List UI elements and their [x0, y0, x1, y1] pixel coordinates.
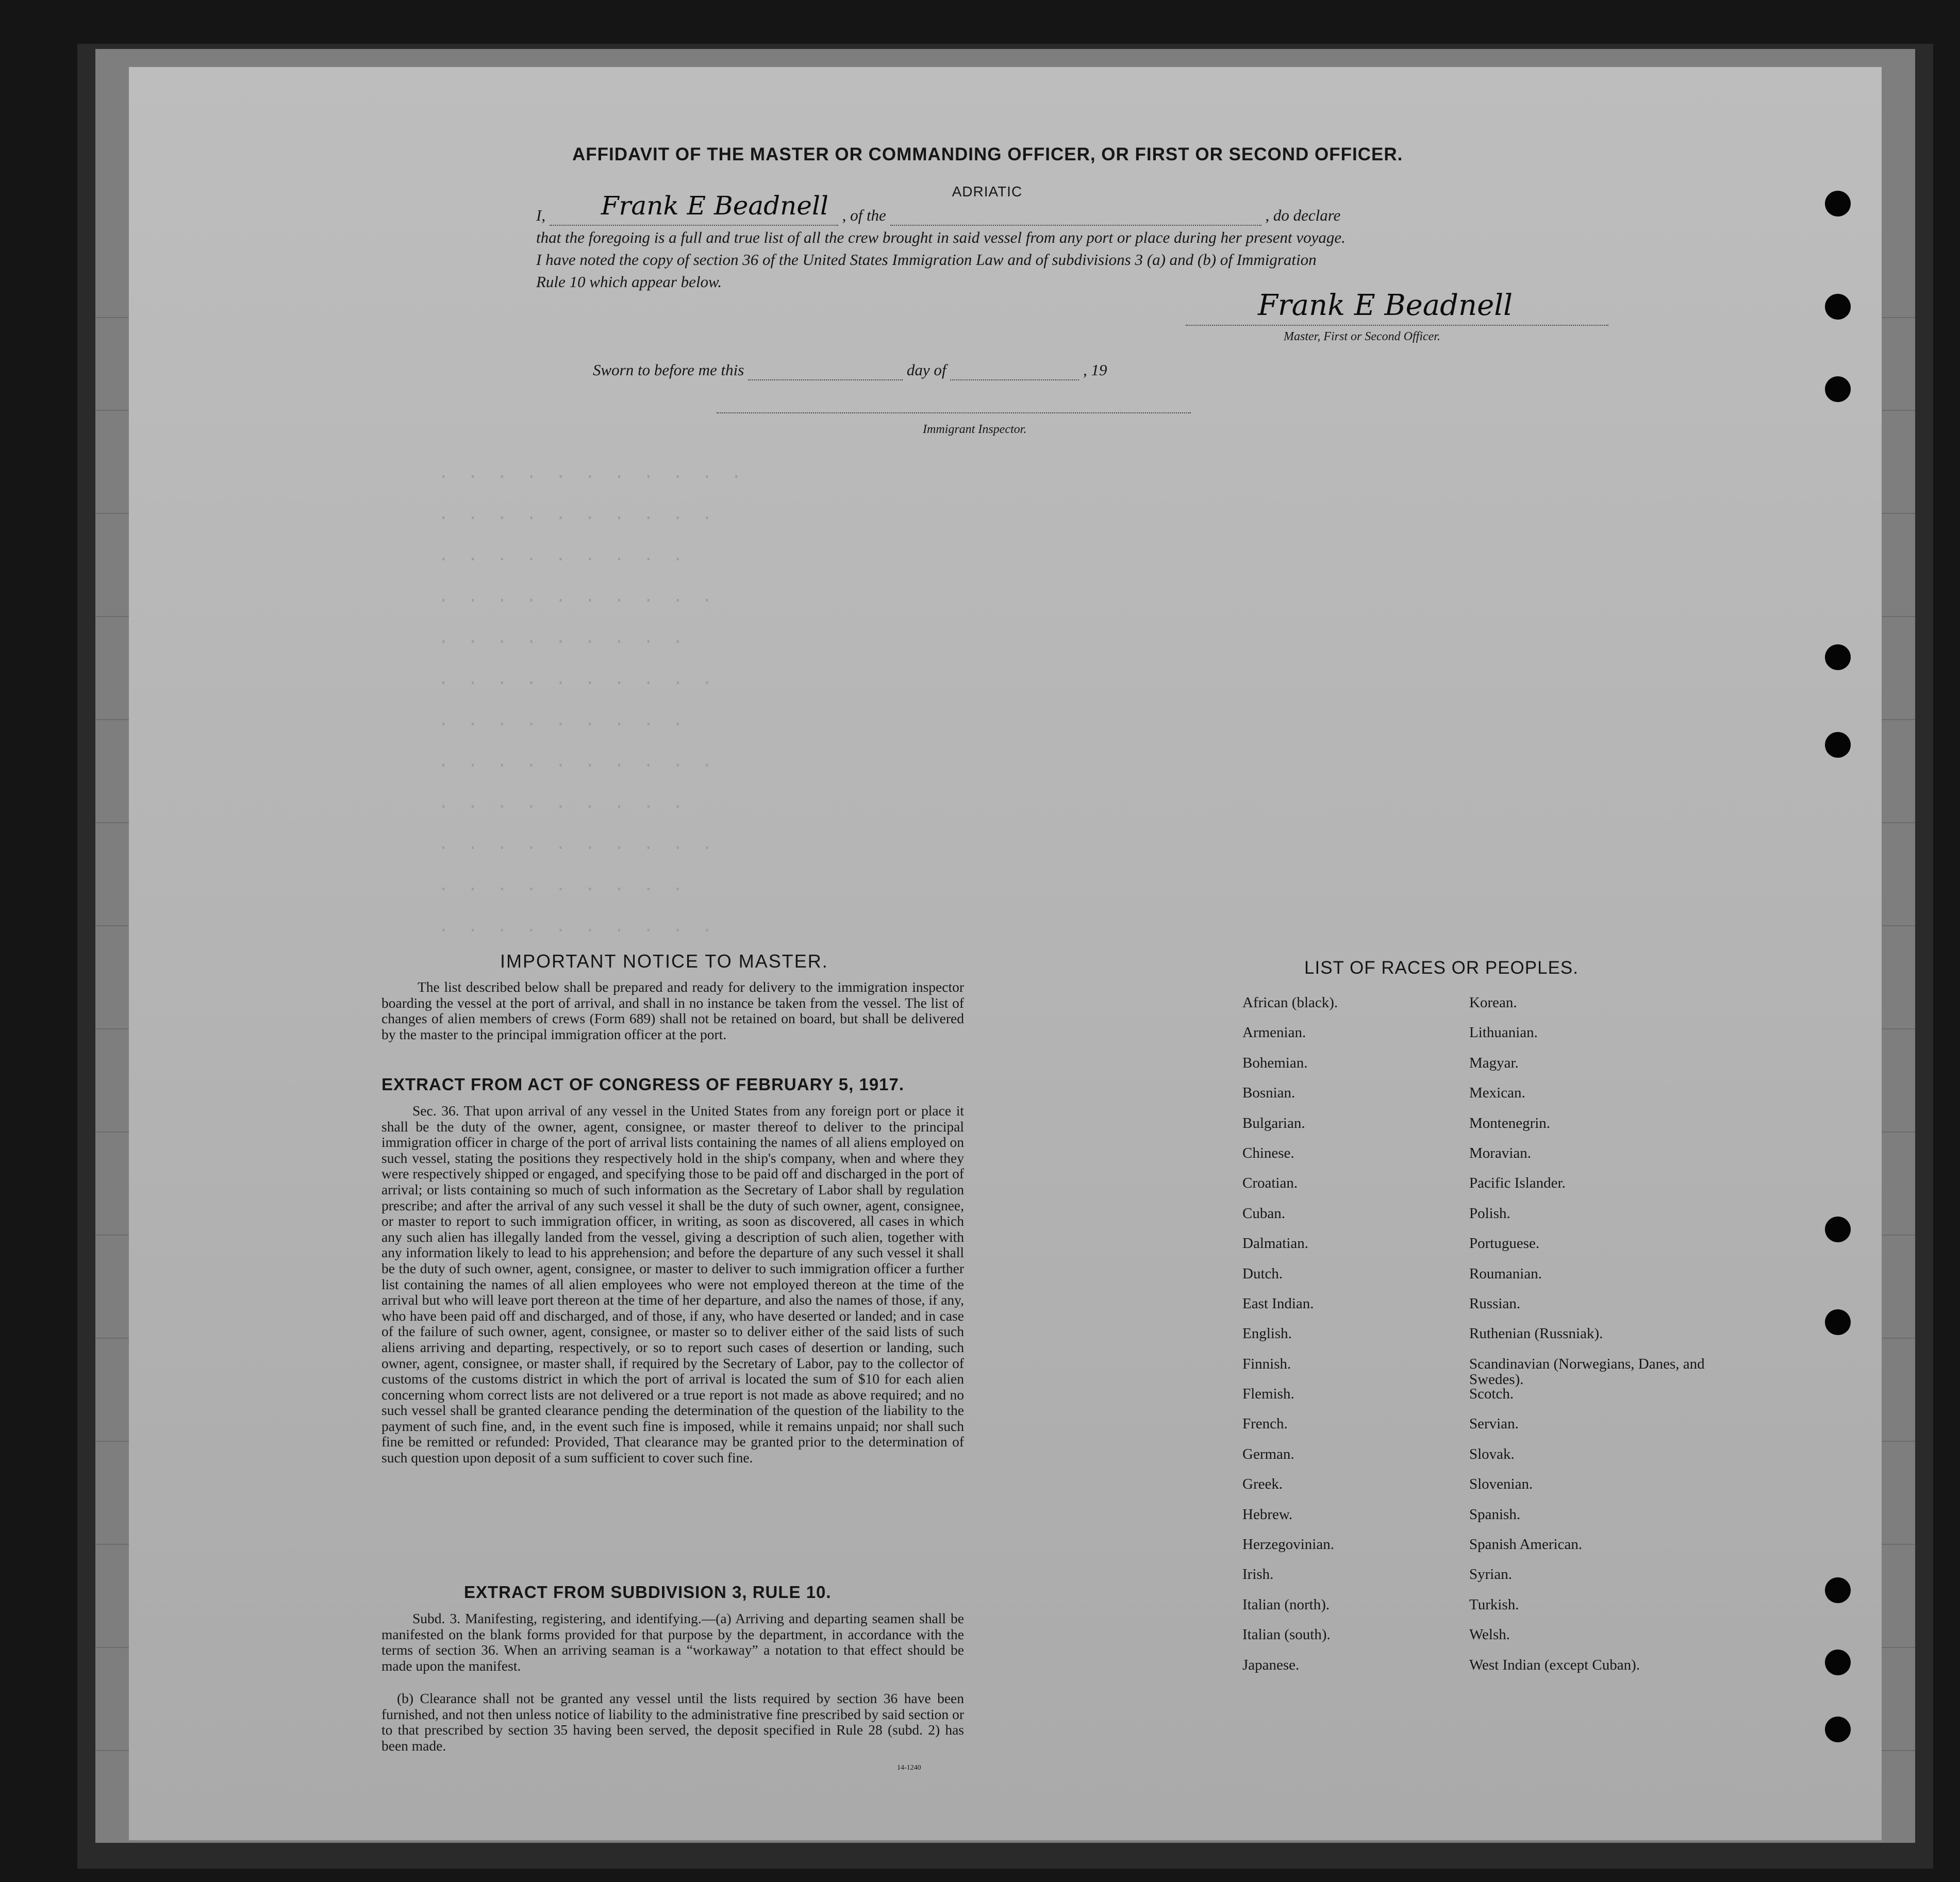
- punch-hole: [1825, 1717, 1851, 1742]
- race-item: Japanese.: [1242, 1656, 1300, 1673]
- signature-caption: Master, First or Second Officer.: [1284, 330, 1440, 343]
- race-item: Portuguese.: [1469, 1235, 1540, 1252]
- race-item: Armenian.: [1242, 1024, 1306, 1041]
- rule-extract-title: EXTRACT FROM SUBDIVISION 3, RULE 10.: [464, 1583, 832, 1602]
- race-item: Polish.: [1469, 1205, 1510, 1222]
- race-item: West Indian (except Cuban).: [1469, 1656, 1640, 1673]
- race-item: East Indian.: [1242, 1295, 1314, 1312]
- race-item: African (black).: [1242, 994, 1338, 1011]
- declaration-line-4: Rule 10 which appear below.: [536, 273, 722, 291]
- race-item: Bosnian.: [1242, 1085, 1295, 1102]
- race-item: Hebrew.: [1242, 1506, 1293, 1523]
- race-item: Korean.: [1469, 994, 1517, 1011]
- race-item: Mexican.: [1469, 1085, 1525, 1102]
- punch-hole: [1825, 644, 1851, 670]
- race-item: Moravian.: [1469, 1144, 1531, 1161]
- race-item: Scotch.: [1469, 1386, 1514, 1403]
- sworn-line: [593, 361, 1107, 380]
- punch-hole: [1825, 1309, 1851, 1335]
- of-the-label: , of the: [842, 206, 886, 224]
- sworn-label: Sworn to before me this: [593, 361, 744, 379]
- rule-extract-text-b: (b) Clearance shall not be granted any vessel until the lists required by section 36 have been furnished, and not then unless notice of liability to the administrative fine prescribed by said section or to that prescribed by section 35 having been served, the deposit specified in Rule 28 (subd. 2) has been made.: [381, 1690, 964, 1754]
- race-item: Dalmatian.: [1242, 1235, 1309, 1252]
- act-extract-title: EXTRACT FROM ACT OF CONGRESS OF FEBRUARY 5, 1917.: [381, 1075, 905, 1094]
- punch-hole: [1825, 1217, 1851, 1242]
- officer-name-field: [550, 191, 838, 226]
- notice-text: The list described below shall be prepared and ready for delivery to the immigration inspector boarding the vessel at the port of arrival, and shall in no instance be taken from the vessel. The list of changes of alien members of crews (Form 689) shall not be retained on board, but shall be delivered by the master to the principal immigration officer at the port.: [381, 979, 964, 1042]
- race-item: Russian.: [1469, 1295, 1521, 1312]
- officer-name-signature: Frank E Beadnell: [601, 191, 828, 221]
- i-label: I,: [536, 206, 546, 224]
- declaration-line-2: that the foregoing is a full and true list of all the crew brought in said vessel from any port or place during her present voyage.: [536, 228, 1346, 246]
- punch-hole: [1825, 1650, 1851, 1675]
- do-declare-label: , do declare: [1265, 206, 1341, 224]
- punch-hole: [1825, 191, 1851, 216]
- race-item: Ruthenian (Russniak).: [1469, 1325, 1603, 1342]
- race-item: French.: [1242, 1415, 1288, 1433]
- race-item: Flemish.: [1242, 1386, 1294, 1403]
- race-item: Magyar.: [1469, 1054, 1519, 1071]
- rule-extract-text-a: Subd. 3. Manifesting, registering, and identifying.—(a) Arriving and departing seamen shall be manifested on the blank forms provided for that purpose by the department, in accordance with the terms of section 36. When an arriving seaman is a “workaway” a notation to that effect should be made upon the manifest.: [381, 1610, 964, 1674]
- form-number: 14-1240: [897, 1764, 921, 1772]
- race-item: English.: [1242, 1325, 1292, 1342]
- race-item: Irish.: [1242, 1566, 1274, 1583]
- race-item: Dutch.: [1242, 1265, 1283, 1282]
- inspector-signature-line: [717, 412, 1191, 413]
- race-item: Bohemian.: [1242, 1054, 1308, 1071]
- declaration-line-1: [536, 184, 1341, 226]
- race-item: Servian.: [1469, 1415, 1519, 1433]
- race-item: Slovenian.: [1469, 1476, 1533, 1493]
- vessel-name: ADRIATIC: [952, 184, 1023, 199]
- race-item: Spanish.: [1469, 1506, 1521, 1523]
- punch-hole: [1825, 732, 1851, 758]
- punch-hole: [1825, 376, 1851, 402]
- year-label: , 19: [1083, 361, 1107, 379]
- races-column-1: [1242, 995, 1438, 1687]
- race-item: Herzegovinian.: [1242, 1536, 1334, 1553]
- punch-hole: [1825, 294, 1851, 320]
- race-item: Italian (south).: [1242, 1626, 1331, 1643]
- race-item: Montenegrin.: [1469, 1114, 1551, 1131]
- race-item: Bulgarian.: [1242, 1114, 1305, 1131]
- affidavit-page: . . . . . . . . . . . . . . . . . . . . . . . . . . . . . . . . . . . . . . . . . . . . . . . . . . . . . . . . . . . . . . . . . . . . . . . . . . . . . . . . . . . . . . . . . . . . . . . . . . . . . . . . . . . . . . . . . . . . AFFIDAVIT OF THE MASTER OR COMMANDING OFFICER, OR FIRST OR SECOND OFFICER. I, Frank E Beadnell , of the ADRIATIC , do declare that the foregoing is a full and true list of all the crew brought in said vessel from any port or place during her present voyage. I have noted the copy of section 36 of the United States Immigration Law and of subdivisions 3 (a) and (b) of Immigration Rule 10 which appear below. Frank E Beadnell Master, First or Second Officer. Sworn to before me this day of , 19 Immigrant Inspector. IMPORTANT NOTICE TO MASTER. The list described below shall be prepared and ready for delivery to the immigration inspector boarding the vessel at the port of arrival, and shall in no instance be taken from the vessel. The list of changes of alien members of crews (Form 689) shall not be retained on board, but shall be delivered by the master to the principal immigration officer at the port. EXTRACT FROM ACT OF CONGRESS OF FEBRUARY 5, 1917. Sec. 36. That upon arrival of any vessel in the United States from any foreign port or place it shall be the duty of the owner, agent, consignee, or master thereof to deliver to the principal immigration officer in charge of the port of arrival lists containing the names of all aliens employed on such vessel, stating the positions they respectively hold in the ship's company, when and where they were respectively shipped or engaged, and specifying those to be paid off and discharged in the port of arrival; or lists containing so much of such information as the Secretary of Labor shall by regulation prescribe; and after the arrival of any such vessel it shall be the duty of such owner, agent, consignee, or master to report to such immigration officer, in writing, as soon as discovered, all cases in which any such alien has illegally landed from the vessel, giving a description of such alien, together with any information likely to lead to his apprehension; and before the departure of any such vessel it shall be the duty of such owner, agent, consignee, or master to deliver to such immigration officer a further list containing the names of all alien employees who were not employed thereon at the time of the arrival but who will leave port thereon at the time of her departure, and also the names of those, if any, who have been paid off and discharged, and of those, if any, who have deserted or landed; and in case of the failure of such owner, agent, consignee, or master so to deliver either of the said lists of such aliens arriving and departing, respectively, or so to report such cases of desertion or landing, such owner, agent, consignee, or master shall, if required by the Secretary of Labor, pay to the collector of customs of the customs district in which the port of arrival is located the sum of $10 for each alien concerning whom correct lists are not delivered or a true report is not made as above required; and no such vessel shall be granted clearance pending the determination of the question of the liability to the payment of such fine, and, in the event such fine is imposed, while it remains unpaid; nor shall such fine be remitted or refunded: Provided, That clearance may be granted prior to the determination of such question upon deposit of a sum sufficient to cover such fine. EXTRACT FROM SUBDIVISION 3, RULE 10. Subd. 3. Manifesting, registering, and identifying.—(a) Arriving and departing seamen shall be manifested on the blank forms provided for that purpose by the department, in accordance with the terms of section 36. When an arriving seaman is a “workaway” a notation to that effect should be made upon the manifest. (b) Clearance shall not be granted any vessel until the lists required by section 36 have been furnished, and not then unless notice of liability to the administrative fine prescribed by said section or to that prescribed by section 35 having been served, the deposit specified in Rule 28 (subd. 2) has been made. 14-1240 LIST OF RACES OR PEOPLES. African (black). Armenian. Bohemian. Bosnian. Bulgarian. Chinese. Croatian. Cuban. Dalmatian. Dutch. East Indian. English. Finnish. Flemish. French. German. Greek. Hebrew. Herzegovinian. Irish. Italian (north). Italian (south). Japanese. Korean. Lithuanian. Magyar. Mexican. Montenegrin. Moravian. Pacific Islander. Polish. Portuguese. Roumanian. Russian. Ruthenian (Russniak). Scandinavian (Norwegians, Danes, and Swedes). Scotch. Servian. Slovak. Slovenian. Spanish. Spanish American. Syrian. Turkish. Welsh. West Indian (except Cuban).: [129, 67, 1882, 1840]
- declaration-line-3: I have noted the copy of section 36 of the United States Immigration Law and of subdivisions 3 (a) and (b) of Immigration: [536, 251, 1317, 269]
- day-of-label: day of: [906, 361, 946, 379]
- race-item: Slovak.: [1469, 1445, 1515, 1462]
- act-extract-text: Sec. 36. That upon arrival of any vessel in the United States from any foreign port or place it shall be the duty of the owner, agent, consignee, or master thereof to deliver to the principal immigration officer in charge of the port of arrival lists containing the names of all aliens employed on such vessel, stating the positions they respectively hold in the ship's company, when and where they were respectively shipped or engaged, and specifying those to be paid off and discharged in the port of arrival; or lists containing so much of such information as the Secretary of Labor shall by regulation prescribe; and after the arrival of any such vessel it shall be the duty of such owner, agent, consignee, or master to report to such immigration officer, in writing, as soon as discovered, all cases in which any such alien has illegally landed from the vessel, giving a description of such alien, together with any information likely to lead to his apprehension; and before the departure of any such vessel it shall be the duty of such owner, agent, consignee, or master to deliver to such immigration officer a further list containing the names of all alien employees who were not employed thereon at the time of the arrival but who will leave port thereon at the time of her departure, and also the names of those, if any, who have been paid off and discharged, and of those, if any, who have deserted or landed; and in case of the failure of such owner, agent, consignee, or master so to deliver either of the said lists of such aliens arriving and departing, respectively, or so to report such cases of desertion or landing, such owner, agent, consignee, or master shall, if required by the Secretary of Labor, pay to the collector of customs of the customs district in which the port of arrival is located the sum of $10 for each alien concerning whom correct lists are not delivered or a true report is not made as above required; and no such vessel shall be granted clearance pending the determination of the question of the liability to the payment of such fine, and, in the event such fine is imposed, while it remains unpaid; nor shall such fine be remitted or refunded: Provided, That clearance may be granted prior to the determination of such question upon deposit of a sum sufficient to cover such fine.: [381, 1103, 964, 1466]
- race-item: Chinese.: [1242, 1144, 1294, 1161]
- races-column-2: [1469, 995, 1717, 1687]
- race-item: Finnish.: [1242, 1355, 1291, 1372]
- race-item: Welsh.: [1469, 1626, 1510, 1643]
- inspector-caption: Immigrant Inspector.: [923, 423, 1027, 436]
- punch-hole: [1825, 1577, 1851, 1603]
- race-item: Turkish.: [1469, 1596, 1519, 1613]
- race-item: Greek.: [1242, 1476, 1283, 1493]
- race-item: Roumanian.: [1469, 1265, 1542, 1282]
- affidavit-title: AFFIDAVIT OF THE MASTER OR COMMANDING OFFICER, OR FIRST OR SECOND OFFICER.: [572, 144, 1403, 164]
- race-item: Croatian.: [1242, 1175, 1298, 1192]
- races-title: LIST OF RACES OR PEOPLES.: [1304, 958, 1579, 978]
- race-item: Scandinavian (Norwegians, Danes, and Swedes).: [1469, 1355, 1705, 1388]
- vessel-name-field: [890, 184, 1261, 226]
- race-item: German.: [1242, 1445, 1294, 1462]
- race-item: Spanish American.: [1469, 1536, 1583, 1553]
- race-item: Italian (north).: [1242, 1596, 1330, 1613]
- sworn-date-field: [748, 361, 903, 380]
- sworn-month-field: [950, 361, 1079, 380]
- notice-title: IMPORTANT NOTICE TO MASTER.: [500, 951, 828, 972]
- race-item: Cuban.: [1242, 1205, 1285, 1222]
- master-signature: Frank E Beadnell: [1258, 289, 1513, 322]
- race-item: Pacific Islander.: [1469, 1175, 1566, 1192]
- race-item: Lithuanian.: [1469, 1024, 1538, 1041]
- race-item: Syrian.: [1469, 1566, 1512, 1583]
- signature-line: [1186, 325, 1608, 326]
